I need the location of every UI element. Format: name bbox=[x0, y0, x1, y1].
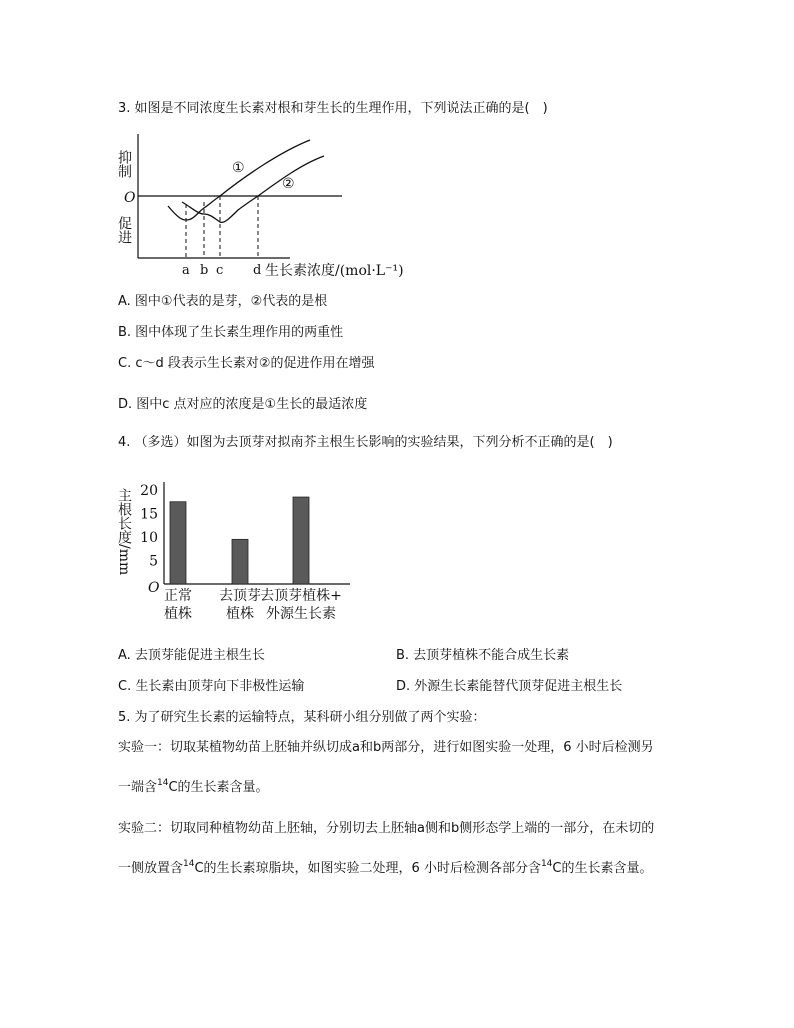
q5-exp1-line1: 实验一：切取某植物幼苗上胚轴并纵切成a和b两部分，进行如图实验一处理，6 小时后检测另 bbox=[118, 740, 654, 755]
q5-exp2-line2 bbox=[118, 860, 652, 878]
q5-exp2-sup1: 14 bbox=[183, 859, 195, 869]
q4-category-label: 去顶芽植株+ bbox=[260, 588, 342, 604]
q4-ylabel: 主根长度/mm bbox=[116, 488, 132, 576]
q3-option-d[interactable]: D. 图中c 点对应的浓度是①生长的最适浓度 bbox=[118, 397, 368, 412]
q5-exp2-line1: 实验二：切取同种植物幼苗上胚轴，分别切去上胚轴a侧和b侧形态学上端的一部分，在未切的 bbox=[118, 821, 655, 836]
q5-exp2-post: C的生长素含量。 bbox=[552, 861, 653, 876]
q4-category-label: 去顶芽 bbox=[219, 588, 261, 604]
q3-graph bbox=[110, 132, 410, 282]
q3-curve-2 bbox=[182, 156, 324, 222]
q4-category-label: 植株 bbox=[226, 606, 254, 622]
q5-exp1-post: C的生长素含量。 bbox=[168, 780, 269, 795]
q4-bar bbox=[232, 539, 248, 584]
q3-option-c[interactable]: C. c～d 段表示生长素对②的促进作用在增强 bbox=[118, 356, 375, 371]
q4-category-label: 植株 bbox=[164, 606, 192, 622]
q3-curve-2-label: ② bbox=[282, 176, 295, 192]
q4-ytick-label: 10 bbox=[140, 530, 158, 546]
q4-bar bbox=[170, 502, 186, 584]
q3-option-a[interactable]: A. 图中①代表的是芽，②代表的是根 bbox=[118, 294, 328, 309]
q3-xlabel: 生长素浓度/(mol·L⁻¹) bbox=[265, 263, 404, 279]
q3-tick-d: d bbox=[253, 263, 262, 278]
q4-ytick-label: 20 bbox=[140, 483, 158, 499]
q4-option-d[interactable]: D. 外源生长素能替代顶芽促进主根生长 bbox=[396, 679, 623, 694]
q4-option-c[interactable]: C. 生长素由顶芽向下非极性运输 bbox=[118, 679, 305, 694]
q3-ylabel-bottom: 促进 bbox=[116, 216, 132, 244]
q4-bar bbox=[293, 497, 309, 584]
q3-tick-a: a bbox=[182, 263, 190, 278]
q3-origin: O bbox=[124, 190, 136, 206]
q4-option-a[interactable]: A. 去顶芽能促进主根生长 bbox=[118, 648, 265, 663]
q4-ytick-label: 5 bbox=[149, 553, 158, 570]
q3-curve-1-label: ① bbox=[232, 160, 245, 176]
q4-stem: 4. （多选）如图为去顶芽对拟南芥主根生长影响的实验结果，下列分析不正确的是( ) bbox=[118, 435, 613, 450]
q5-exp2-pre: 一侧放置含 bbox=[118, 861, 184, 876]
q5-exp1-sup: 14 bbox=[157, 778, 169, 788]
q5-exp1-pre: 一端含 bbox=[118, 780, 158, 795]
q5-exp1-line2 bbox=[118, 779, 269, 797]
q3-stem: 3. 如图是不同浓度生长素对根和芽生长的生理作用，下列说法正确的是( ) bbox=[118, 101, 548, 116]
q5-exp2-mid: C的生长素琼脂块，如图实验二处理，6 小时后检测各部分含 bbox=[194, 861, 541, 876]
q4-origin: O bbox=[148, 580, 160, 596]
q5-exp2-sup2: 14 bbox=[540, 859, 553, 869]
q5-stem: 5. 为了研究生长素的运输特点，某科研小组分别做了两个实验： bbox=[118, 710, 486, 725]
q4-bar-chart bbox=[112, 468, 372, 628]
q4-category-label: 正常 bbox=[164, 588, 192, 604]
q4-option-b[interactable]: B. 去顶芽植株不能合成生长素 bbox=[396, 648, 570, 663]
q4-category-label: 外源生长素 bbox=[266, 606, 336, 622]
q3-tick-c: c bbox=[216, 263, 224, 278]
q3-option-b[interactable]: B. 图中体现了生长素生理作用的两重性 bbox=[118, 325, 344, 340]
q3-ylabel-top: 抑制 bbox=[116, 150, 132, 178]
q4-ytick-label: 15 bbox=[140, 506, 158, 523]
q3-tick-b: b bbox=[200, 263, 209, 278]
